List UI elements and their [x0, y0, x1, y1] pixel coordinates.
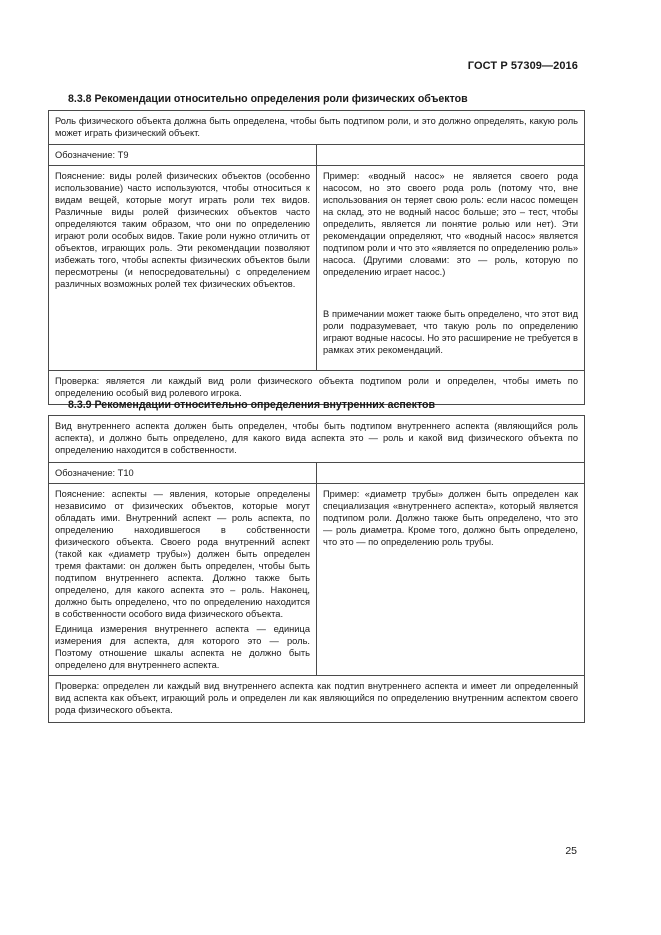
statement-cell: Вид внутреннего аспекта должен быть определен, чтобы быть подтипом внутреннего аспекта (являющийся роль аспекта), и должно быть определено, для какого вида аспекта это — роль и какой вид физического объекта по определению находится в собственности. [49, 416, 585, 463]
example-cell [317, 484, 585, 676]
explanation-cell [49, 484, 317, 676]
table-row-designation [49, 145, 585, 166]
explanation-cell [49, 166, 317, 371]
document-header-standard: ГОСТ Р 57309—2016 [467, 60, 578, 72]
example-paragraph: Пример: «водный насос» не является своего рода насосом, но это своего рода роль (потому что, вне использования он теряет свою роль: если насос помещен на склад, это не водный насос больше; это – тест, чтобы определить, является ли понятие ролью или нет). Эти рекомендации определяют, что «водный насос» является подтипом роли и что это «является по определению роль» насоса. (Другими словами: это — роль, которую по определению играет насос.) [323, 171, 579, 277]
designation-empty-cell [317, 463, 585, 484]
table-row-statement [49, 111, 585, 145]
explanation-paragraph: Единица измерения внутреннего аспекта — единица измерения для аспекта, для которого это — роль. Поэтому отношение шкалы аспекта не должно быть определено для внутреннего аспекта. [55, 624, 310, 670]
check-cell: Проверка: является ли каждый вид роли физического объекта подтипом роли и определен, чтобы иметь по определению особый вид ролевого игрока. [49, 371, 585, 405]
table-row-check [49, 676, 585, 723]
section-title-8-3-8: 8.3.8 Рекомендации относительно определения роли физических объектов [68, 93, 468, 105]
table-row-explanation [49, 484, 585, 676]
designation-empty-cell [317, 145, 585, 166]
example-cell [317, 166, 585, 371]
designation-cell: Обозначение: T9 [49, 145, 317, 166]
recommendation-table-t10 [48, 415, 585, 723]
explanation-paragraph: Пояснение: аспекты — явления, которые определены независимо от физических объектов, которые могут обладать ими. Внутренний аспект — роль аспекта, по определению находившегося в собственности физического объекта. Своего рода внутренний аспект (такой как «диаметр трубы») должен быть определен тремя фактами: он должен быть определен, чтобы быть подтипом внутреннего аспекта. Должно также быть определено, для какого аспекта это – роль. Наконец, должно быть определено, что по определению находится в собственности особого вида физического объекта. [55, 489, 310, 619]
table-row-explanation [49, 166, 585, 371]
designation-cell: Обозначение: T10 [49, 463, 317, 484]
note-paragraph: В примечании может также быть определено, что этот вид роли подразумевает, что такую роль по определению играют водные насосы. Но это расширение не требуется в рамках этих рекомендаций. [323, 309, 579, 355]
table-row-designation [49, 463, 585, 484]
recommendation-table-t9 [48, 110, 585, 405]
explanation-paragraph: Пояснение: виды ролей физических объектов (особенно использование) часто используются, чтобы относиться к видам вещей, которые могут играть роли тех видов. Различные виды ролей физических объектов часто определяются таким образом, что они по определению играют роли особых видов. Такие роли нужно отличить от объектов, играющих роль. Эти рекомендации позволяют избежать того, чтобы аспекты физических объектов были пересмотрены (и непосредовательны) с определением различных возможных ролей тех физических объектов. [55, 171, 310, 289]
check-cell: Проверка: определен ли каждый вид внутреннего аспекта как подтип внутреннего аспекта и имеет ли определенный вид аспекта как объект, играющий роль и определен ли как являющийся по определению внутренним аспектом своего рода физического объекта. [49, 676, 585, 723]
statement-cell: Роль физического объекта должна быть определена, чтобы быть подтипом роли, и это должно определять, какую роль может играть физический объект. [49, 111, 585, 145]
page-number: 25 [565, 845, 577, 857]
example-paragraph: Пример: «диаметр трубы» должен быть определен как специализация «внутреннего аспекта», который является подтипом роли. Должно также быть определено, что это — роль диаметра. Кроме того, должно быть определено, что это — по определению роль трубы. [323, 489, 579, 547]
table-row-statement [49, 416, 585, 463]
section-title-8-3-9: 8.3.9 Рекомендации относительно определения внутренних аспектов [68, 399, 435, 411]
